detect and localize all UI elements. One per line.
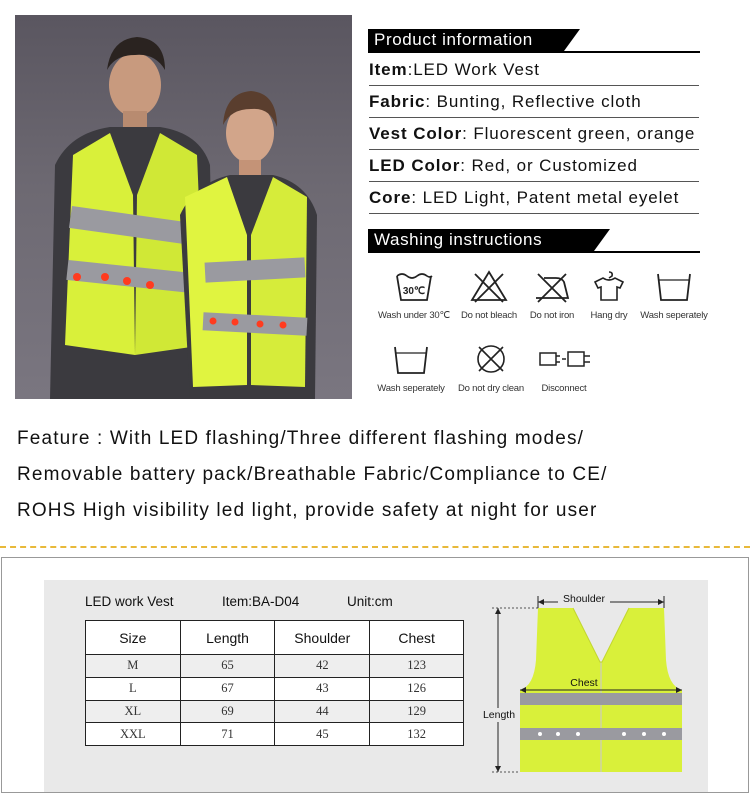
vest-measurement-diagram — [478, 590, 693, 780]
chest-label: Chest — [570, 677, 598, 689]
column-header: Shoulder — [275, 621, 370, 655]
wash-separately-icon — [654, 268, 694, 304]
feature-line-1: Feature : With LED flashing/Three different flashing modes/ — [17, 428, 585, 449]
table-row: M 65 42 123 — [86, 655, 464, 678]
do-not-dry-clean-icon-item — [451, 341, 531, 394]
size-chart-unit: Unit:cm — [347, 594, 393, 609]
size-chart-item: Item:BA-D04 — [222, 594, 300, 609]
info-row-fabric: Fabric: Bunting, Reflective cloth — [369, 90, 699, 118]
models-wearing-vests-illustration — [15, 15, 352, 399]
info-label: LED Color — [369, 156, 461, 175]
feature-line-2: Removable battery pack/Breathable Fabric/Compliance to CE/ — [17, 464, 608, 485]
size-table-header — [86, 621, 464, 655]
column-header: Size — [86, 621, 181, 655]
wash-30c-icon-item — [374, 268, 454, 321]
info-row-core: Core: LED Light, Patent metal eyelet — [369, 186, 729, 214]
wash-separately-icon-item — [634, 268, 714, 321]
info-value: Red, or Customized — [471, 156, 638, 175]
info-value: Bunting, Reflective cloth — [436, 92, 642, 111]
info-value: LED Work Vest — [413, 60, 540, 79]
wash-caption: Wash seperately — [377, 383, 445, 394]
do-not-iron-icon — [532, 268, 572, 304]
section-divider — [0, 546, 750, 548]
table-row: XL 69 44 129 — [86, 700, 464, 723]
wash-caption: Do not dry clean — [458, 383, 524, 394]
shoulder-label: Shoulder — [562, 593, 606, 605]
wash-30c-icon — [394, 268, 434, 304]
feature-line-3: ROHS High visibility led light, provide safety at night for user — [17, 500, 598, 521]
table-row: L 67 43 126 — [86, 677, 464, 700]
wash-caption: Wash under 30℃ — [378, 310, 450, 321]
info-label: Vest Color — [369, 124, 463, 143]
wash-caption: Hang dry — [590, 310, 628, 321]
info-label: Fabric — [369, 92, 426, 111]
product-info-header — [368, 29, 700, 51]
info-value: LED Light, Patent metal eyelet — [422, 188, 680, 207]
info-row-item: Item:LED Work Vest — [369, 58, 699, 86]
wash-basin-icon — [391, 341, 431, 377]
do-not-dry-clean-icon — [471, 341, 511, 377]
length-label: Length — [482, 709, 516, 721]
wash-caption: Do not iron — [529, 310, 575, 321]
info-label: Item — [369, 60, 408, 79]
wash-caption: Wash seperately — [640, 310, 708, 321]
info-row-led-color: LED Color: Red, or Customized — [369, 154, 699, 182]
wash-basin-icon-item — [371, 341, 451, 394]
size-table — [85, 620, 464, 746]
product-photo — [15, 15, 352, 399]
size-chart-product: LED work Vest — [85, 594, 174, 609]
do-not-bleach-icon — [469, 268, 509, 304]
hang-dry-icon — [589, 268, 629, 304]
disconnect-icon-item — [524, 341, 604, 394]
wash-caption: Disconnect — [541, 383, 587, 394]
info-value: Fluorescent green, orange — [473, 124, 696, 143]
washing-title: Washing instructions — [368, 229, 594, 251]
info-label: Core — [369, 188, 412, 207]
wash-caption: Do not bleach — [460, 310, 518, 321]
washing-header — [368, 229, 700, 251]
product-info-title: Product information — [368, 29, 564, 51]
disconnect-icon — [536, 341, 592, 377]
column-header: Chest — [370, 621, 464, 655]
column-header: Length — [180, 621, 275, 655]
table-row: XXL 71 45 132 — [86, 723, 464, 746]
info-row-vest-color: Vest Color: Fluorescent green, orange — [369, 122, 739, 150]
svg-text:30℃: 30℃ — [402, 286, 426, 297]
